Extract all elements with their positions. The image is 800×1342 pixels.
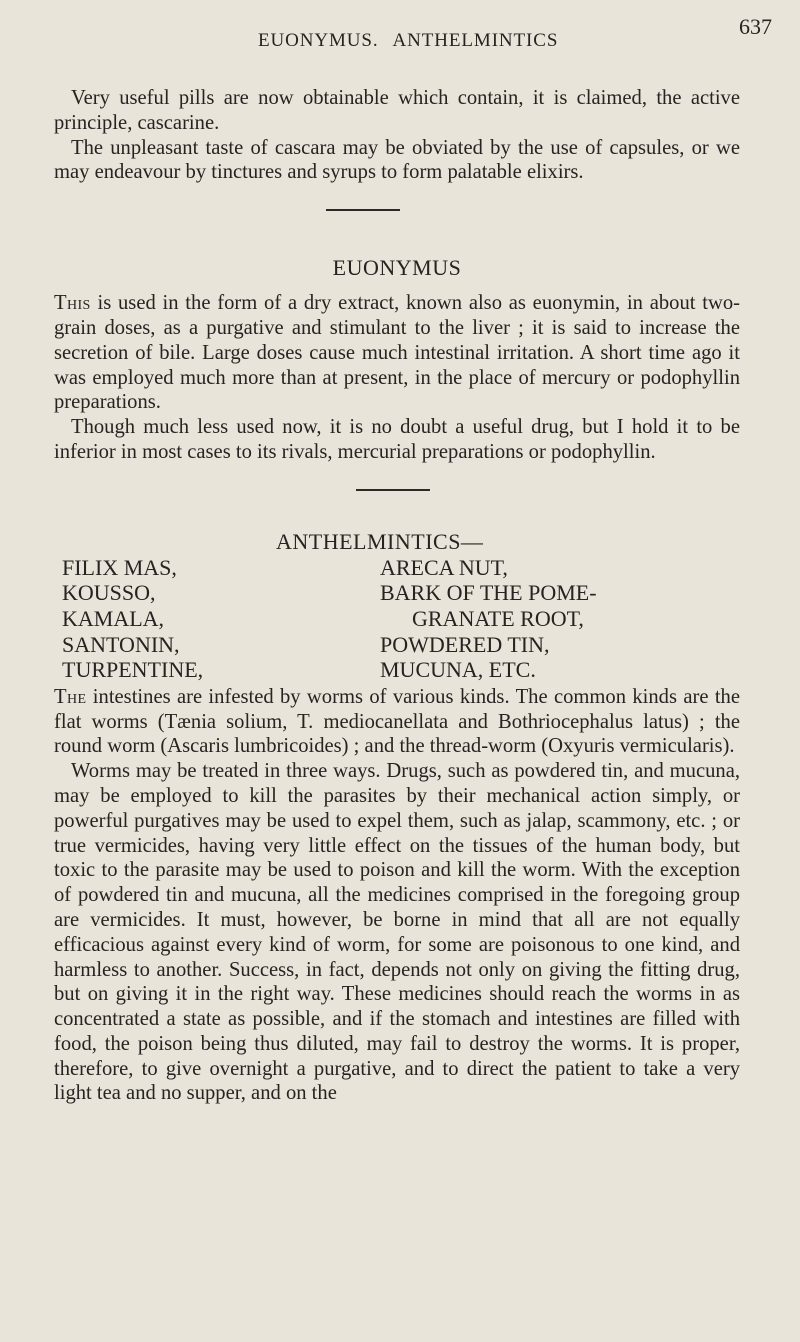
anthelmintics-paragraph-2: Worms may be treated in three ways. Drugs, such as powdered tin, and mucuna, may be employed to kill the parasites by their mechanical action simply, or powerful purgatives may be used to expel them, such as jalap, scammony, etc. ; or true vermicides, having very little effect on the tissues of the human body, but toxic to the parasite may be used to poison and kill the worm. With the exception of powdered tin and mucuna, all the medicines comprised in the foregoing group are vermicides. It must, however, be borne in mind that all are not equally efficacious against every kind of worm, for some are poisonous to one kind, and harmless to another. Success, in fact, depends not only on giving the fitting drug, but on giving it in the right way. These medicines should reach the worms in as concentrated a state as possible, and if the stomach and intestines are filled with food, the poison being thus diluted, may fail to destroy the worms. It is proper, therefore, to give overnight a purgative, and to direct the patient to take a very light tea and no supper, and on the (54, 760, 740, 1105)
drug-list-item: BARK OF THE POME- (380, 580, 597, 606)
running-head-left: EUONYMUS. (258, 30, 379, 51)
intro-paragraph-1: Very useful pills are now obtainable which contain, it is claimed, the active principle, cascarine. (54, 87, 740, 134)
drug-list-item: KOUSSO, (62, 580, 156, 606)
euonymus-paragraph-1 (54, 291, 740, 415)
euonymus-paragraph-2: Though much less used now, it is no doubt a useful drug, but I hold it to be inferior in most cases to its rivals, mercurial preparations or podophyllin. (54, 416, 740, 463)
page-body (54, 86, 740, 1106)
page-number: 637 (739, 14, 772, 39)
anthelmintics-paragraph-1 (54, 685, 740, 759)
drug-list-item: POWDERED TIN, (380, 631, 550, 657)
euonymus-paragraph-1-text: is used in the form of a dry extract, known also as euonymin, in about two-grain doses, as a purgative and stimulant to the liver ; it is said to increase the secretion of bile. Large doses cause much intestinal irritation. A short time ago it was employed much more than at present, in the place of mercury or podophyllin preparations. (54, 292, 740, 414)
drug-list-item: TURPENTINE, (62, 657, 204, 683)
section-divider (356, 489, 430, 491)
running-head-right: ANTHELMINTICS (392, 30, 559, 51)
drug-list-item: GRANATE ROOT, (412, 605, 584, 631)
intro-paragraph-2: The unpleasant taste of cascara may be obviated by the use of capsules, or we may endeavour by tinctures and syrups to form palatable elixirs. (54, 136, 740, 184)
section-divider (326, 209, 400, 211)
drug-list-left-column (54, 555, 372, 683)
drug-list-item: KAMALA, (62, 605, 165, 631)
drop-word: The (54, 685, 87, 708)
anthelmintics-paragraph-1-text: intestines are infested by worms of various kinds. The common kinds are the flat worms (Tænia solium, T. mediocanellata and Bothriocephalus latus) ; the round worm (Ascaris lumbricoides) ; and the thread-worm (Oxyuris vermicularis). (54, 685, 740, 758)
drug-list-item: FILIX MAS, (62, 554, 177, 580)
section-heading-anthelmintics: ANTHELMINTICS— (276, 528, 484, 554)
drug-list-right-column (380, 555, 740, 683)
running-head (258, 30, 572, 52)
drug-list-item: MUCUNA, ETC. (380, 657, 536, 683)
anthelmintics-drug-list (54, 555, 740, 683)
drop-word: This (54, 292, 91, 315)
section-heading-euonymus: EUONYMUS (332, 255, 462, 281)
drug-list-item: ARECA NUT, (380, 554, 508, 580)
drug-list-item: SANTONIN, (62, 631, 180, 657)
